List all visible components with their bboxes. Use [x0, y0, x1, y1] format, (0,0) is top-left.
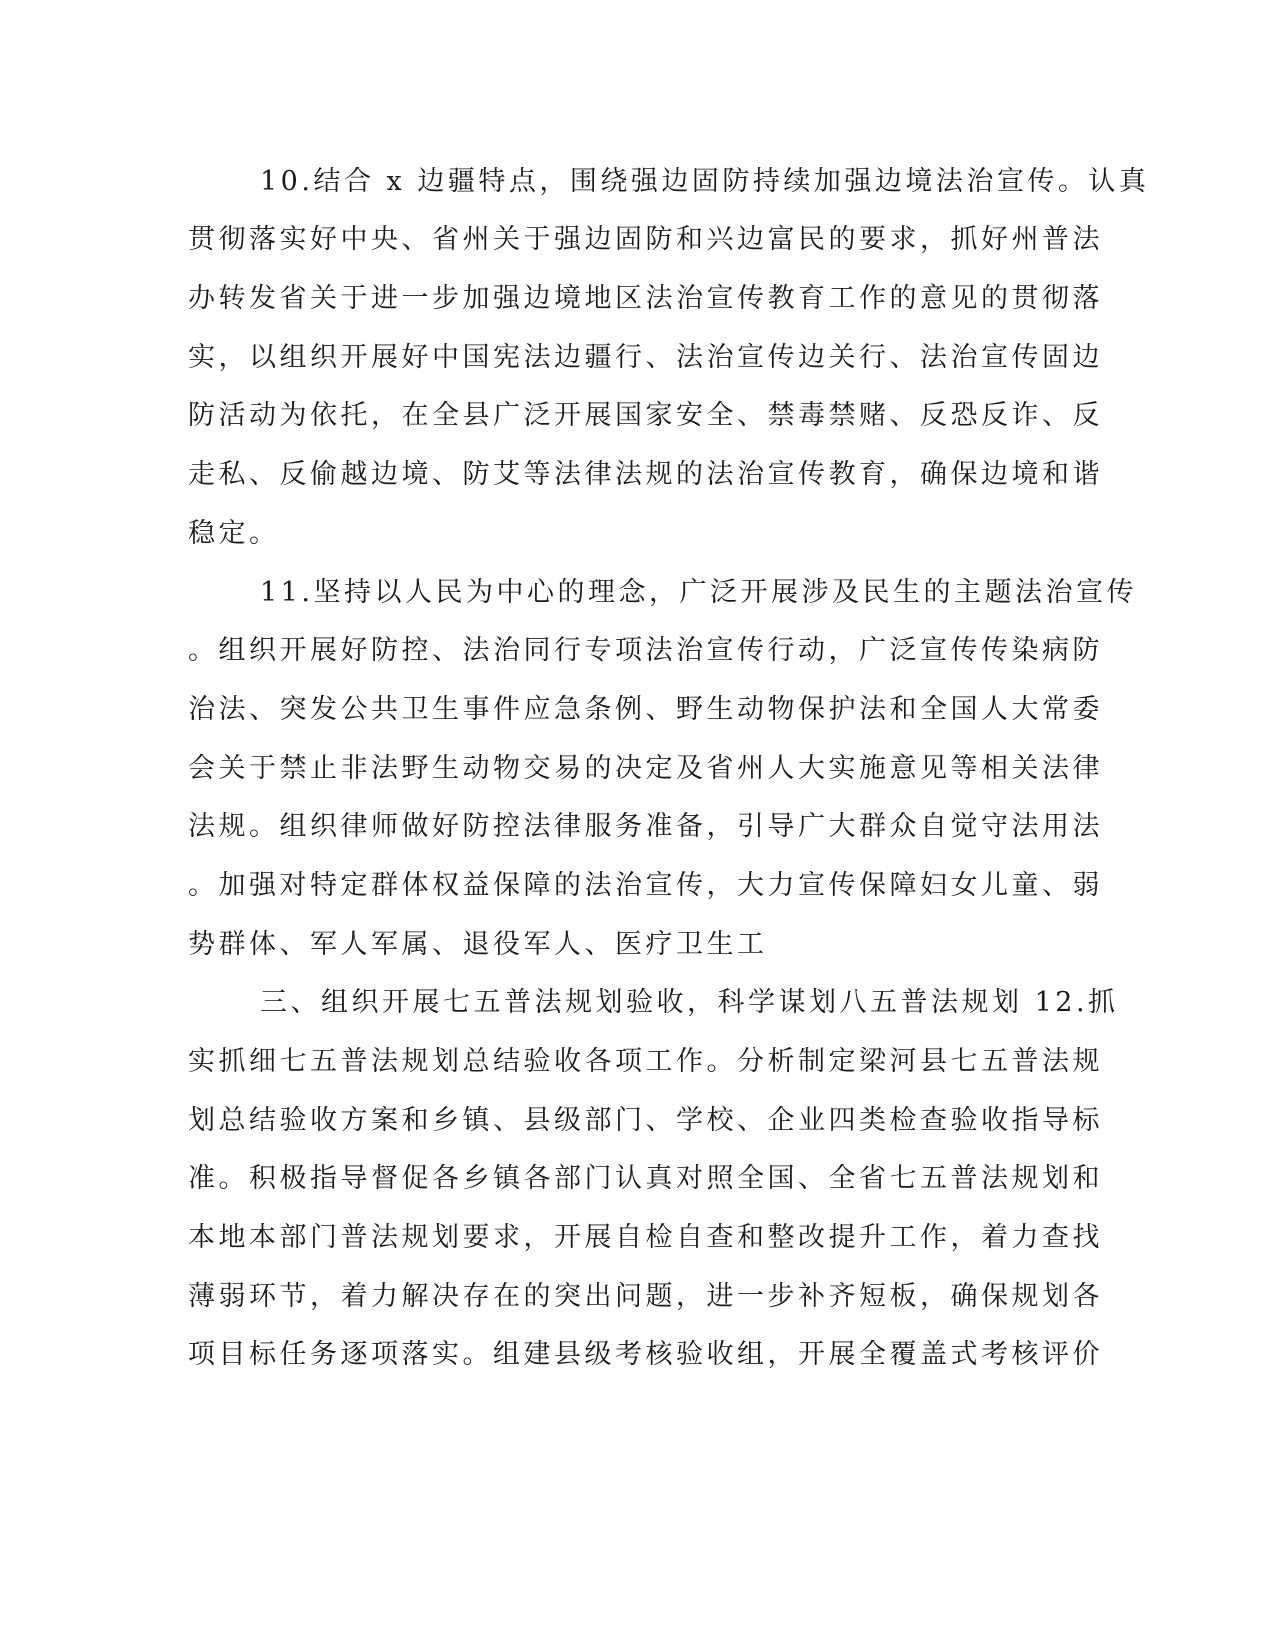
text-line: 势群体、军人军属、退役军人、医疗卫生工: [188, 929, 768, 960]
text-line: 办转发省关于进一步加强边境地区法治宣传教育工作的意见的贯彻落: [188, 283, 1103, 314]
text-line: 10.结合 x 边疆特点，围绕强边固防持续加强边境法治宣传。认真: [260, 166, 1150, 197]
text-line: 本地本部门普法规划要求，开展自检自查和整改提升工作，着力查找: [188, 1222, 1103, 1253]
text-line: 。组织开展好防控、法治同行专项法治宣传行动，广泛宣传传染病防: [188, 635, 1103, 666]
text-line: 会关于禁止非法野生动物交易的决定及省州人大实施意见等相关法律: [188, 753, 1103, 784]
text-line: 准。积极指导督促各乡镇各部门认真对照全国、全省七五普法规划和: [188, 1163, 1103, 1194]
text-line: 防活动为依托，在全县广泛开展国家安全、禁毒禁赌、反恐反诈、反: [188, 400, 1103, 431]
text-line: 贯彻落实好中央、省州关于强边固防和兴边富民的要求，抓好州普法: [188, 224, 1103, 255]
text-line: 稳定。: [188, 518, 280, 549]
text-line: 走私、反偷越边境、防艾等法律法规的法治宣传教育，确保边境和谐: [188, 459, 1103, 490]
text-line: 划总结验收方案和乡镇、县级部门、学校、企业四类检查验收指导标: [188, 1105, 1103, 1136]
text-line: 项目标任务逐项落实。组建县级考核验收组，开展全覆盖式考核评价: [188, 1339, 1103, 1370]
text-line: 治法、突发公共卫生事件应急条例、野生动物保护法和全国人大常委: [188, 694, 1103, 725]
text-line: 11.坚持以人民为中心的理念，广泛开展涉及民生的主题法治宣传: [260, 577, 1137, 608]
text-line: 实，以组织开展好中国宪法边疆行、法治宣传边关行、法治宣传固边: [188, 342, 1103, 373]
text-line: 。加强对特定群体权益保障的法治宣传，大力宣传保障妇女儿童、弱: [188, 870, 1103, 901]
text-line: 薄弱环节，着力解决存在的突出问题，进一步补齐短板，确保规划各: [188, 1281, 1103, 1312]
text-line: 法规。组织律师做好防控法律服务准备，引导广大群众自觉守法用法: [188, 811, 1103, 842]
section-heading-line: 三、组织开展七五普法规划验收，科学谋划八五普法规划 12.抓: [260, 987, 1119, 1018]
text-line: 实抓细七五普法规划总结验收各项工作。分析制定梁河县七五普法规: [188, 1046, 1103, 1077]
